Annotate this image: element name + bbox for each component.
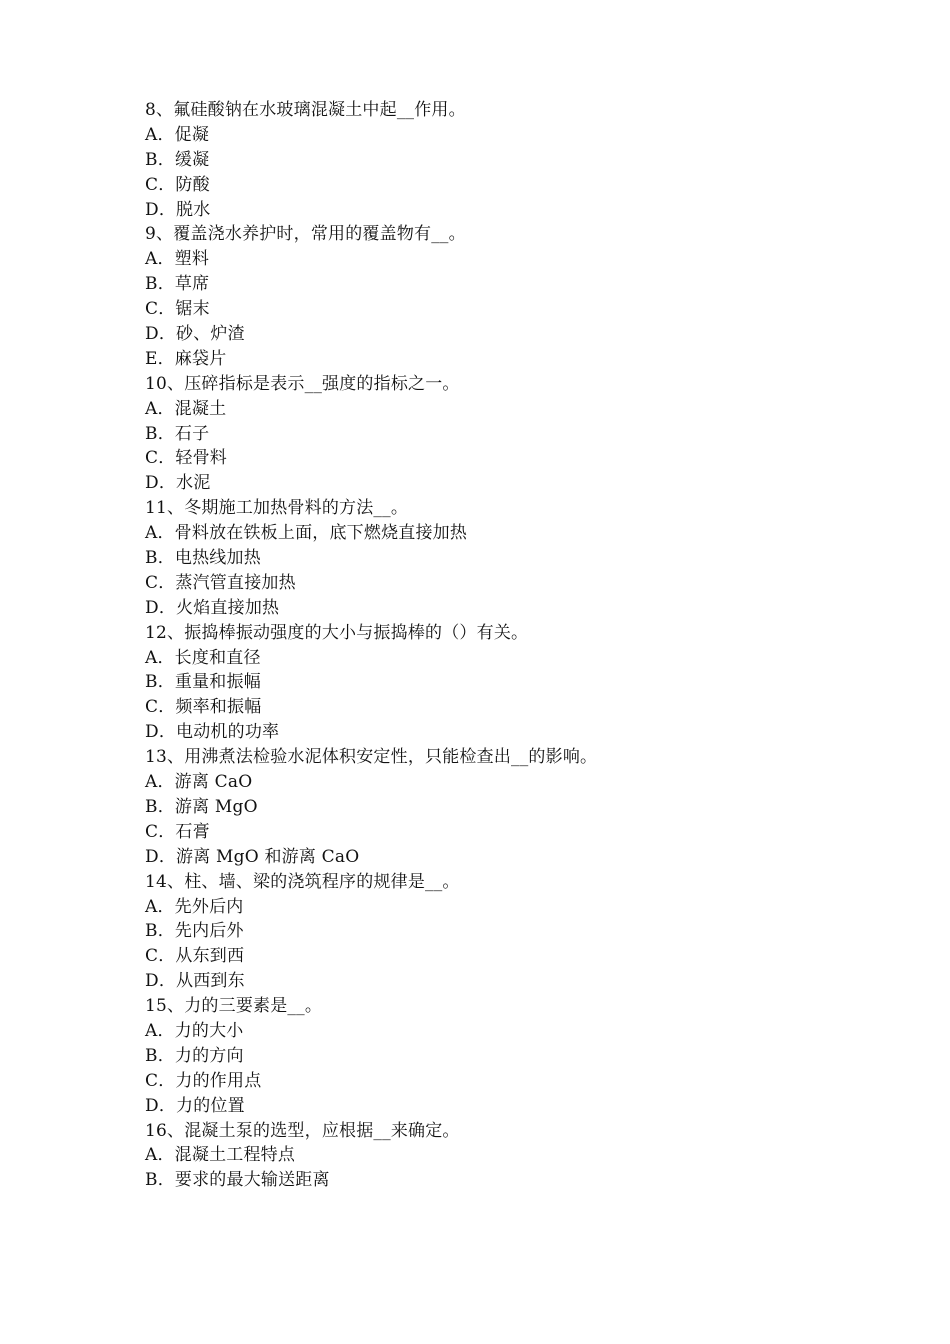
option-b: B．缓凝 xyxy=(145,149,210,170)
question-stem: 16、混凝土泵的选型，应根据__来确定。 xyxy=(145,1120,460,1141)
option-a: A．塑料 xyxy=(145,249,210,270)
option-a: A．长度和直径 xyxy=(145,647,261,668)
option-d: D．电动机的功率 xyxy=(145,722,280,743)
option-a: A．混凝土工程特点 xyxy=(145,1145,296,1166)
option-a: A．混凝土 xyxy=(145,398,227,419)
option-d: D．砂、炉渣 xyxy=(145,324,245,345)
question-9 xyxy=(145,222,865,371)
option-c: C．频率和振幅 xyxy=(145,697,262,718)
option-c: C．防酸 xyxy=(145,174,210,195)
option-b: B．先内后外 xyxy=(145,921,244,942)
option-d: D．力的位置 xyxy=(145,1095,245,1116)
option-a: A．力的大小 xyxy=(145,1020,244,1041)
question-stem: 8、氟硅酸钠在水玻璃混凝土中起__作用。 xyxy=(145,100,466,120)
question-stem: 11、冬期施工加热骨料的方法__。 xyxy=(145,498,409,519)
option-a: A．骨料放在铁板上面，底下燃烧直接加热 xyxy=(145,523,468,544)
option-b: B．石子 xyxy=(145,423,210,444)
option-b: B．游离 MgO xyxy=(145,796,258,817)
option-b: B．电热线加热 xyxy=(145,548,261,569)
option-c: C．从东到西 xyxy=(145,946,245,967)
question-stem: 13、用沸煮法检验水泥体积安定性，只能检查出__的影响。 xyxy=(145,747,598,768)
option-d: D．水泥 xyxy=(145,473,211,494)
question-stem: 15、力的三要素是__。 xyxy=(145,996,323,1017)
question-8 xyxy=(145,98,865,222)
question-15 xyxy=(145,994,865,1118)
question-11 xyxy=(145,496,865,620)
question-12 xyxy=(145,621,865,745)
option-a: A．游离 CaO xyxy=(145,772,253,793)
question-stem: 10、压碎指标是表示__强度的指标之一。 xyxy=(145,373,460,394)
option-b: B．力的方向 xyxy=(145,1045,244,1066)
option-c: C．石膏 xyxy=(145,821,210,842)
question-stem: 12、振捣棒振动强度的大小与振捣棒的（）有关。 xyxy=(145,622,529,643)
question-10 xyxy=(145,372,865,496)
option-c: C．锯末 xyxy=(145,299,210,320)
question-stem: 14、柱、墙、梁的浇筑程序的规律是__。 xyxy=(145,871,460,892)
option-e: E．麻袋片 xyxy=(145,348,227,369)
question-16 xyxy=(145,1119,865,1194)
option-d: D．游离 MgO 和游离 CaO xyxy=(145,846,360,867)
option-b: B．要求的最大输送距离 xyxy=(145,1170,330,1191)
option-c: C．力的作用点 xyxy=(145,1070,262,1091)
option-b: B．草席 xyxy=(145,274,210,295)
option-d: D．从西到东 xyxy=(145,971,245,992)
option-a: A．先外后内 xyxy=(145,896,244,917)
option-a: A．促凝 xyxy=(145,124,210,145)
option-d: D．脱水 xyxy=(145,199,211,220)
question-13 xyxy=(145,745,865,869)
option-c: C．蒸汽管直接加热 xyxy=(145,572,296,593)
question-stem: 9、覆盖浇水养护时，常用的覆盖物有__。 xyxy=(145,224,466,245)
option-b: B．重量和振幅 xyxy=(145,672,261,693)
option-d: D．火焰直接加热 xyxy=(145,597,280,618)
option-c: C．轻骨料 xyxy=(145,448,228,469)
question-list xyxy=(145,98,865,1193)
question-14 xyxy=(145,870,865,994)
